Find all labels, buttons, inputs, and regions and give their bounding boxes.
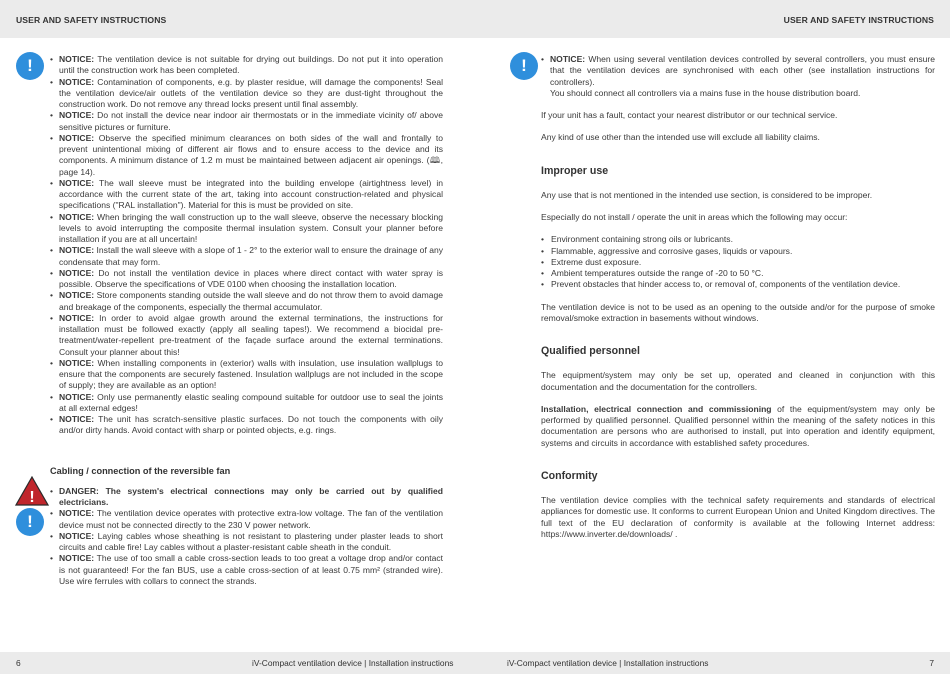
list-item: • Ambient temperatures outside the range of -20 to 50 °C. [541,268,935,279]
list-item: • Flammable, aggressive and corrosive gases, liquids or vapours. [541,246,935,257]
improper-use-intro: Any use that is not mentioned in the intended use section, is considered to be improper. [541,189,873,200]
general-notice-list [50,54,443,437]
left-page-number: 6 [16,658,21,668]
notice-item: • NOTICE: Do not install the device near indoor air thermostats or in the immediate vicinity of/ above sensitive pictures or furniture. [50,110,443,133]
left-page-content [50,54,443,587]
danger-glyph: ! [29,489,35,506]
qualified-text-2: Installation, electrical connection and commissioning of the equipment/system may only be performed by qualified personnel. Qualified personnel within the meaning of the safety notices in this documentation are persons who are authorised to install, put into operation and identify equipment, systems and circuits in accordance with established safety procedures. [541,403,935,448]
sync-notice-list [541,54,935,88]
notice-item: • NOTICE: The ventilation device operates with protective extra-low voltage. The fan of the ventilation device must not be connected directly to the 230 V power network. [50,508,443,531]
notice-item: • NOTICE: When installing components in (exterior) walls with insulation, use insulation wallplugs to ensure that the components are securely fastened. Insulation wallplugs are not included in the scope of supply; they are available as an option! [50,358,443,392]
notice-item: • NOTICE: Store components standing outside the wall sleeve and do not throw them to avoid damage and breakage of the components, especially the thermal accumulator. [50,290,443,313]
list-item: • Prevent obstacles that hinder access to, or removal of, components of the ventilation device. [541,279,935,290]
liability-text: Any kind of use other than the intended use will exclude all liability claims. [541,132,820,143]
improper-areas-list [541,234,935,290]
mains-fuse-text: You should connect all controllers via a mains fuse in the house distribution board. [550,87,861,98]
notice-item: • NOTICE: In order to avoid algae growth around the external terminations, the instructions for installation must be followed exactly (apply all sealing tapes!). We recommend a biocidal pre-treatment/water-repellent pre-treatment of the façade surface around the external terminations. Consult your planner about this! [50,313,443,358]
cabling-notice-icon: ! [16,508,44,536]
smoke-removal-text: The ventilation device is not to be used as an opening to the outside and/or for the purpose of smoke removal/smoke extraction in basements without windows. [541,301,935,323]
notice-item: • NOTICE: Laying cables whose sheathing is not resistant to plastering under plaster leads to short circuits and cable fire! Lay cables without a plaster-resistant cable sheath in the conduit. [50,531,443,554]
notice-item: • NOTICE: When bringing the wall construction up to the wall sleeve, observe the necessary blocking levels to avoid interrupting the composite thermal insulation system. Consult your planner before installation if you are at all uncertain! [50,212,443,246]
cabling-heading: Cabling / connection of the reversible fan [50,465,231,476]
notice-item: • NOTICE: The ventilation device is not suitable for drying out buildings. Do not put it into operation until the construction work has been completed. [50,54,443,77]
right-notice-icon: ! [510,52,538,80]
notice-icon: ! [16,52,44,80]
right-page-content [541,54,935,551]
list-item: • Environment containing strong oils or lubricants. [541,234,935,245]
right-footer-doc-title: iV-Compact ventilation device | Installation instructions [507,658,709,668]
improper-use-heading: Improper use [541,164,609,177]
notice-item: • NOTICE: The unit has scratch-sensitive plastic surfaces. Do not touch the components with oily and/or dirty hands. Avoid contact with sharp or pointed objects, e.g. rings. [50,414,443,437]
fault-text: If your unit has a fault, contact your nearest distributor or our technical service. [541,110,838,120]
cabling-notice-list [50,486,443,587]
notice-item: • NOTICE: Do not install the ventilation device in places where direct contact with water spray is possible. Observe the specifications of VDE 0100 when choosing the installation location. [50,268,443,291]
notice-item: • NOTICE: Only use permanently elastic sealing compound suitable for outdoor use to seal the joints at all external edges! [50,392,443,415]
qualified-personnel-heading: Qualified personnel [541,345,640,357]
notice-item: • NOTICE: When using several ventilation devices controlled by several controllers, you must ensure that the ventilation devices are synchronised with each other (see installation instructions for controllers). [541,54,935,88]
notice-item: • NOTICE: Install the wall sleeve with a slope of 1 - 2° to the exterior wall to ensure the drainage of any condensate that may form. [50,245,443,268]
notice-item: • NOTICE: The wall sleeve must be integrated into the building envelope (airtightness level) in accordance with the current state of the art, taking into account construction-related and physical specifications ("RAL installation"). Material for this is must be provided on site. [50,178,443,212]
improper-areas-intro: Especially do not install / operate the unit in areas which the following may occur: [541,212,848,222]
page-footer [0,652,950,674]
left-footer-doc-title: iV-Compact ventilation device | Installation instructions [252,658,454,668]
right-page-number: 7 [929,658,934,668]
danger-item: • DANGER: The system's electrical connections may only be carried out by qualified electricians. [50,486,443,509]
list-item: • Extreme dust exposure. [541,257,935,268]
left-header-title: USER AND SAFETY INSTRUCTIONS [16,15,167,25]
conformity-heading: Conformity [541,469,598,482]
right-header-title: USER AND SAFETY INSTRUCTIONS [783,15,934,25]
qualified-text-1: The equipment/system may only be set up, operated and cleaned in conjunction with this documentation and the documentation for the controllers. [541,370,935,392]
notice-item: • NOTICE: Contamination of components, e.g. by plaster residue, will damage the components! Seal the ventilation device/air outlets of the ventilation device so they are dust-tight throughout the construction work. Do not remove any thread locks present until final assembly. [50,77,443,111]
notice-item: • NOTICE: Observe the specified minimum clearances on both sides of the wall and frontally to prevent unintentional mixing of different air flows and to ensure access to the device and its components. A minimum distance of 1.2 m must be maintained between adjacent air openings. (🕮, page 14). [50,133,443,178]
notice-item: • NOTICE: The use of too small a cable cross-section leads to too great a voltage drop and/or contact is not guaranteed! For the fan BUS, use a cable cross-section of at least 0.75 mm² (stranded wire). Use wire ferrules with collars to connect the strands. [50,553,443,587]
danger-warning-icon [15,476,49,506]
conformity-text: The ventilation device complies with the technical safety requirements and standards of electrical appliances for domestic use. It conforms to current European Union and United Kingdom directives. The full text of the EU declaration of conformity is available at the following Internet address: https://www.inverter.de/downloads/ . [541,495,935,539]
